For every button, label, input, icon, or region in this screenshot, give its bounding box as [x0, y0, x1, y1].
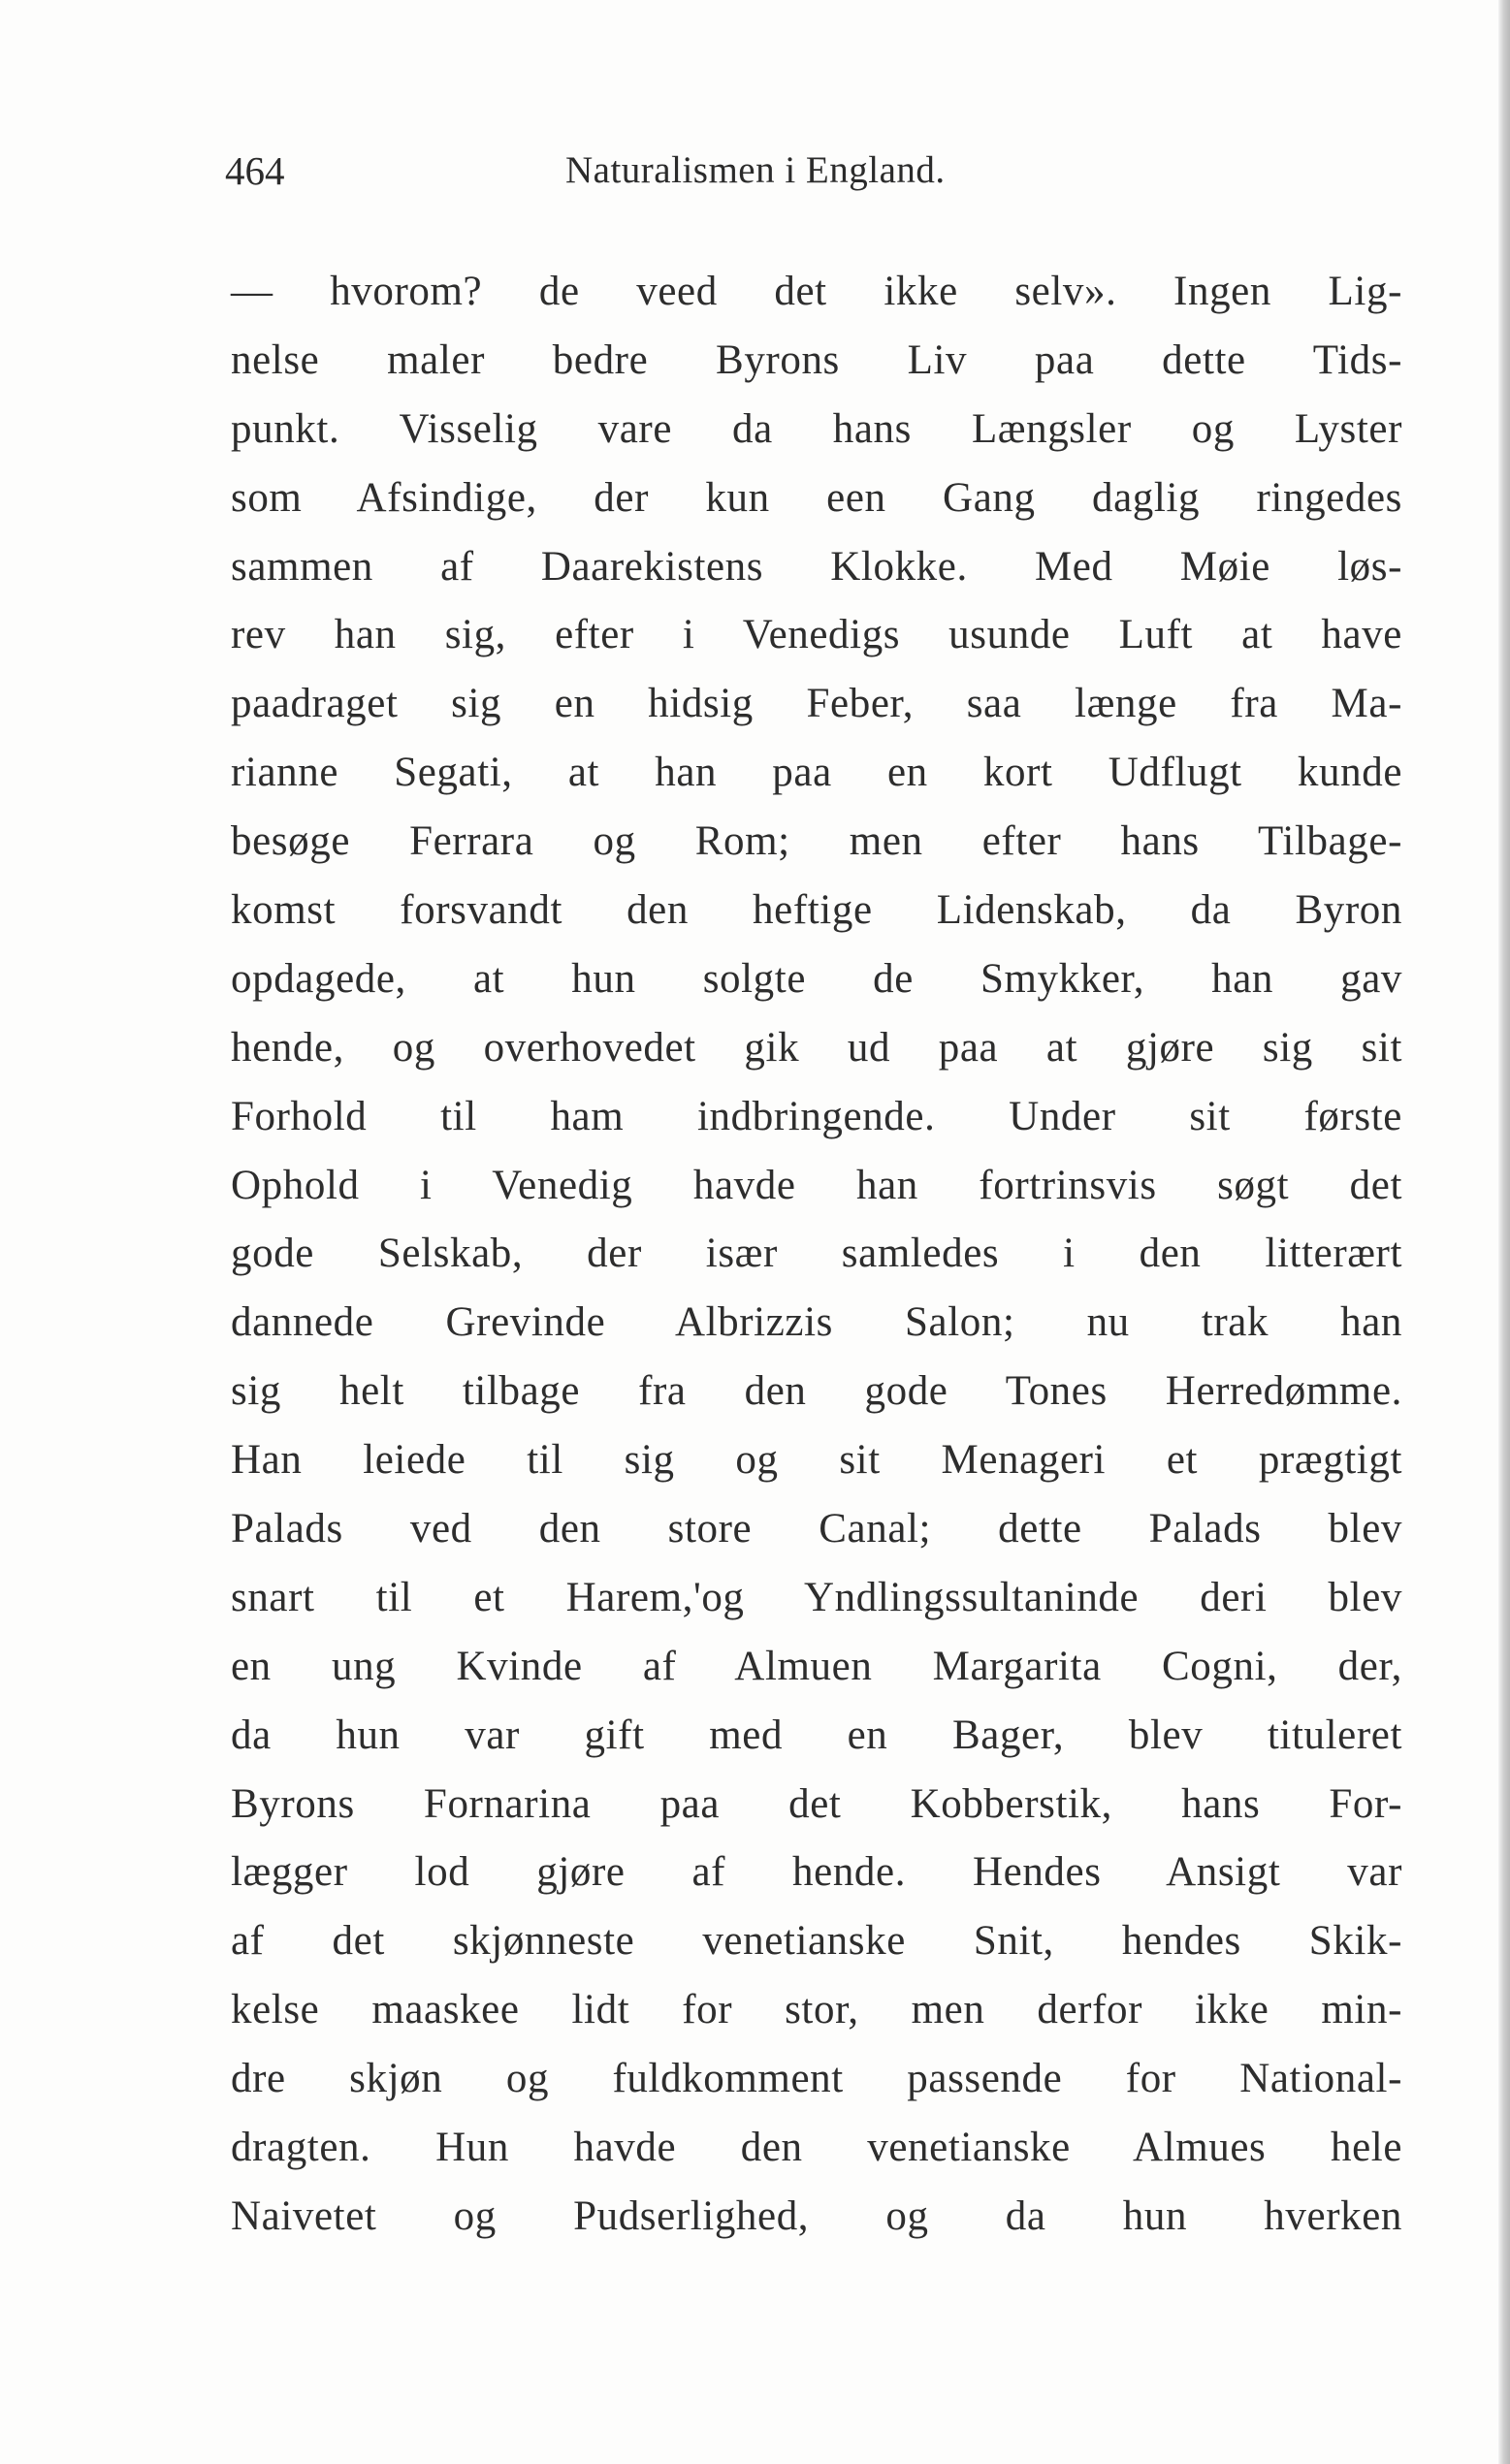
text-line: hende, og overhovedet gik ud paa at gjøre sig sit: [231, 1024, 1402, 1071]
text-line: punkt. Visselig vare da hans Længsler og Lyster: [231, 405, 1402, 452]
text-line: Han leiede til sig og sit Menageri et prægtigt: [231, 1437, 1402, 1484]
text-line: lægger lod gjøre af hende. Hendes Ansigt var: [231, 1849, 1402, 1896]
text-line: dre skjøn og fuldkomment passende for National-: [231, 2056, 1402, 2102]
body-text: [231, 258, 1402, 2252]
text-line: paadraget sig en hidsig Feber, saa længe fra Ma-: [231, 681, 1402, 727]
text-line: sammen af Daarekistens Klokke. Med Møie løs-: [231, 543, 1402, 590]
text-line: kelse maaskee lidt for stor, men derfor ikke min-: [231, 1987, 1402, 2033]
text-line: nelse maler bedre Byrons Liv paa dette Tids-: [231, 336, 1402, 383]
text-line: snart til et Harem,'og Yndlingssultaninde deri blev: [231, 1574, 1402, 1620]
text-line: Ophold i Venedig havde han fortrinsvis søgt det: [231, 1162, 1402, 1208]
running-head: [225, 145, 1408, 196]
text-line: Forhold til ham indbringende. Under sit første: [231, 1093, 1402, 1139]
text-line: som Afsindige, der kun een Gang daglig ringedes: [231, 474, 1402, 521]
text-line: gode Selskab, der især samledes i den litterært: [231, 1231, 1402, 1277]
text-line: Palads ved den store Canal; dette Palads blev: [231, 1506, 1402, 1552]
text-line: rev han sig, efter i Venedigs usunde Luft at have: [231, 612, 1402, 658]
text-line: komst forsvandt den heftige Lidenskab, da Byron: [231, 887, 1402, 934]
text-line: — hvorom? de veed det ikke selv». Ingen Lig-: [231, 269, 1402, 314]
text-line: Byrons Fornarina paa det Kobberstik, hans For-: [231, 1780, 1402, 1827]
running-title: Naturalismen i England.: [565, 149, 946, 191]
text-line: opdagede, at hun solgte de Smykker, han gav: [231, 955, 1402, 1002]
text-line: Naivetet og Pudserlighed, og da hun hverken: [231, 2192, 1402, 2239]
page-number: 464: [225, 148, 285, 193]
text-line: da hun var gift med en Bager, blev tituleret: [231, 1712, 1402, 1758]
text-line: besøge Ferrara og Rom; men efter hans Tilbage-: [231, 818, 1402, 865]
page-edge-shadow: [1498, 0, 1510, 2464]
text-line: sig helt tilbage fra den gode Tones Herredømme.: [231, 1368, 1402, 1415]
text-line: rianne Segati, at han paa en kort Udflugt kunde: [231, 750, 1402, 796]
text-line: dragten. Hun havde den venetianske Almues hele: [231, 2125, 1402, 2171]
text-line: af det skjønneste venetianske Snit, hendes Skik-: [231, 1918, 1402, 1965]
text-line: en ung Kvinde af Almuen Margarita Cogni, der,: [231, 1643, 1402, 1689]
text-line: dannede Grevinde Albrizzis Salon; nu trak han: [231, 1299, 1402, 1346]
